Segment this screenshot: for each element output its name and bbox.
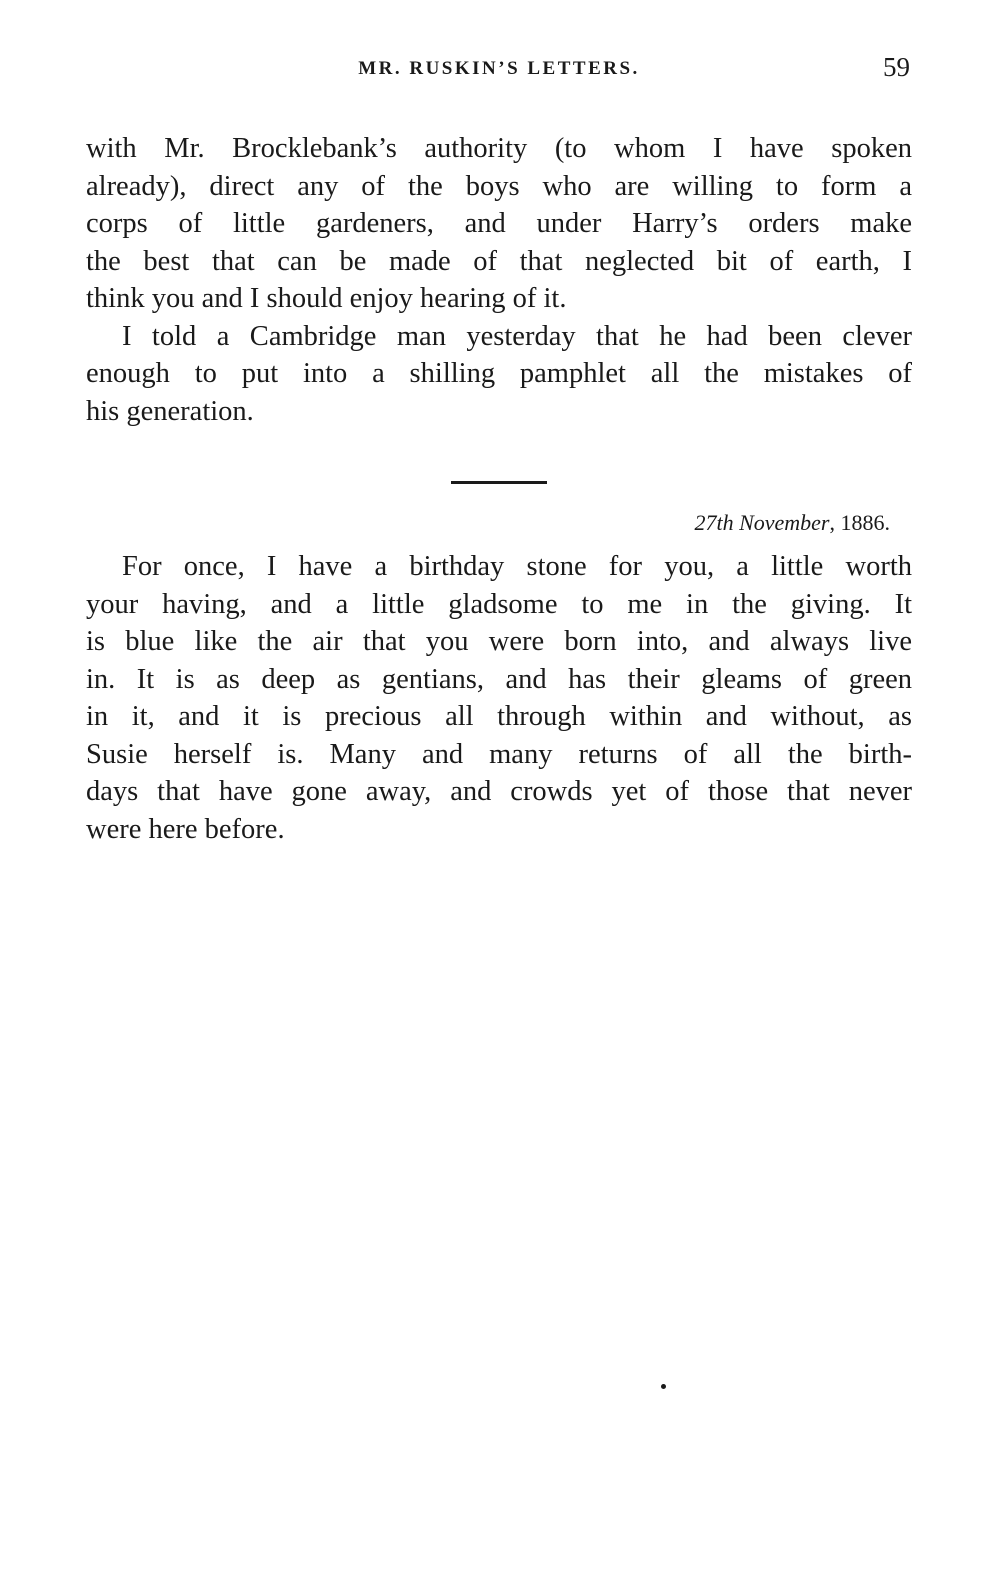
letter-date-day-month: 27th November [694,510,830,535]
text-line: days that have gone away, and crowds yet of those that never [86,776,912,807]
text-line: in. It is as deep as gentians, and has their gleams of green [86,663,912,695]
ink-speck [661,1384,666,1389]
text-line: his generation. [86,395,254,427]
letter-date [86,508,912,538]
text-line: your having, and a little gladsome to me in the giving. It [86,588,912,620]
text-line: in it, and it is precious all through within and without, as [86,701,912,732]
letter-two-text [86,548,912,848]
text-line: already), direct any of the boys who are willing to form a [86,170,912,202]
paragraph-start-line: I told a Cambridge man yesterday that he had been clever [122,320,912,352]
book-page [86,52,912,848]
letter-date-year: , 1886. [829,510,890,535]
text-line: Susie herself is. Many and many returns of all the birth- [86,738,912,770]
text-line: were here before. [86,813,285,845]
letter-one-text [86,130,912,430]
text-line: with Mr. Brocklebank’s authority (to whom I have spoken [86,133,912,164]
running-head [86,52,912,92]
text-line: think you and I should enjoy hearing of it. [86,283,567,314]
running-title: MR. RUSKIN’S LETTERS. [358,58,640,79]
page-number: 59 [883,52,910,82]
text-line: corps of little gardeners, and under Harry’s orders make [86,208,912,239]
text-line: enough to put into a shilling pamphlet all the mistakes of [86,358,912,389]
text-line: is blue like the air that you were born into, and always live [86,626,912,657]
text-line: the best that can be made of that neglected bit of earth, I [86,245,912,277]
paragraph-start-line: For once, I have a birthday stone for you, a little worth [122,551,912,582]
section-divider [451,481,547,484]
